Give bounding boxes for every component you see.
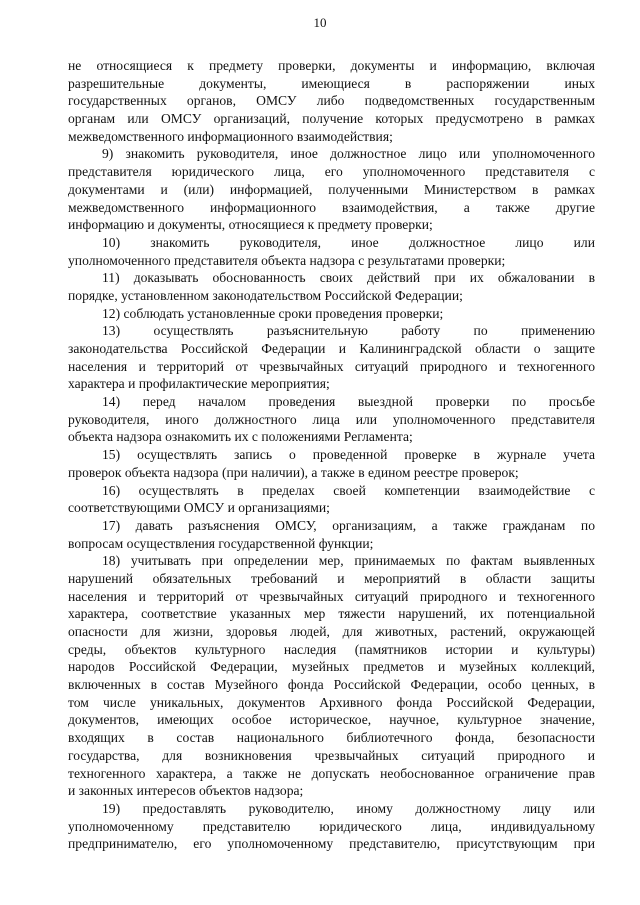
text-line: том числе уникальных, документов Архивного фонда Российской Федерации, — [68, 694, 595, 710]
text-line: населения и территорий от чрезвычайных ситуаций природного и техногенного — [68, 588, 595, 604]
text-line: 13) осуществлять разъяснительную работу по применению — [102, 323, 595, 339]
text-line: включенных в состав Музейного фонда Российской Федерации, особо ценных, в — [68, 677, 595, 693]
text-line: межведомственного информационного взаимодействия; — [68, 128, 393, 144]
text-line: 10) знакомить руководителя, иное должностное лицо или — [102, 234, 595, 250]
text-line: уполномоченного представителя объекта надзора с результатами проверки; — [68, 252, 506, 268]
text-line: соответствующими ОМСУ и организациями; — [68, 500, 330, 516]
text-line: 18) учитывать при определении мер, принимаемых по фактам выявленных — [102, 553, 595, 569]
text-line: государственных органов, ОМСУ либо подведомственных государственным — [68, 93, 595, 109]
text-line: характера, соответствие указанных мер тяжести нарушений, их потенциальной — [68, 606, 595, 622]
text-line: вопросам осуществления государственной функции; — [68, 535, 374, 551]
text-line: не относящиеся к предмету проверки, документы и информацию, включая — [68, 58, 595, 73]
text-line: среды, объектов культурного наследия (памятников истории и культуры) — [68, 641, 595, 657]
text-line: характера и профилактические мероприятия; — [68, 376, 330, 392]
text-line: уполномоченному представителю юридического лица, индивидуальному — [68, 818, 595, 834]
text-line: нарушений обязательных требований и мероприятий в области защиты — [68, 570, 595, 586]
text-line: населения и территорий от чрезвычайных ситуаций природного и техногенного — [68, 358, 595, 374]
text-line: документами и (или) информацией, полученными Министерством в рамках — [68, 181, 595, 197]
text-line: документов, имеющих особое историческое, научное, культурное значение, — [68, 712, 595, 728]
text-line: и законных интересов объектов надзора; — [68, 783, 304, 799]
text-line: представителя юридического лица, его уполномоченного представителя с — [68, 164, 595, 180]
text-line: входящих в состав национального библиотечного фонда, безопасности — [68, 730, 595, 746]
text-line: порядке, установленном законодательством Российской Федерации; — [68, 287, 463, 303]
text-line: 19) предоставлять руководителю, иному должностному лицу или — [102, 800, 595, 816]
text-line: техногенного характера, а также не допускать необоснованное ограничение прав — [68, 765, 595, 781]
body-text — [68, 57, 595, 853]
text-line: 11) доказывать обоснованность своих действий при их обжаловании в — [102, 270, 595, 286]
text-line: разрешительные документы, имеющиеся в распоряжении иных — [68, 75, 595, 91]
text-line: народов Российской Федерации, музейных предметов и музейных коллекций, — [68, 659, 595, 675]
text-line: предпринимателю, его уполномоченному представителю, присутствующим при — [68, 836, 595, 852]
text-line: государства, для возникновения чрезвычайных ситуаций природного и — [68, 747, 595, 763]
page-number: 10 — [313, 15, 327, 30]
text-line: 9) знакомить руководителя, иное должностное лицо или уполномоченного — [102, 146, 595, 162]
text-line: информацию и документы, относящиеся к предмету проверки; — [68, 217, 433, 233]
text-line: 15) осуществлять запись о проведенной проверке в журнале учета — [102, 447, 595, 463]
text-line: проверок объекта надзора (при наличии), а также в едином реестре проверок; — [68, 464, 519, 480]
text-line: руководителя, иного должностного лица или уполномоченного представителя — [68, 411, 595, 427]
text-line: межведомственного информационного взаимодействия, а также другие — [68, 199, 595, 215]
text-line: органам или ОМСУ организаций, получение которых предусмотрено в рамках — [68, 111, 595, 127]
text-line: 14) перед началом проведения выездной проверки по просьбе — [102, 394, 595, 410]
text-line: 12) соблюдать установленные сроки проведения проверки; — [102, 305, 444, 321]
text-line: объекта надзора ознакомить их с положениями Регламента; — [68, 429, 413, 445]
text-line: законодательства Российской Федерации и Калининградской области о защите — [68, 341, 595, 356]
text-line: 16) осуществлять в пределах своей компетенции взаимодействие с — [102, 482, 595, 498]
text-line: опасности для жизни, здоровья людей, для животных, растений, окружающей — [68, 624, 595, 639]
text-line: 17) давать разъяснения ОМСУ, организациям, а также гражданам по — [102, 517, 595, 533]
